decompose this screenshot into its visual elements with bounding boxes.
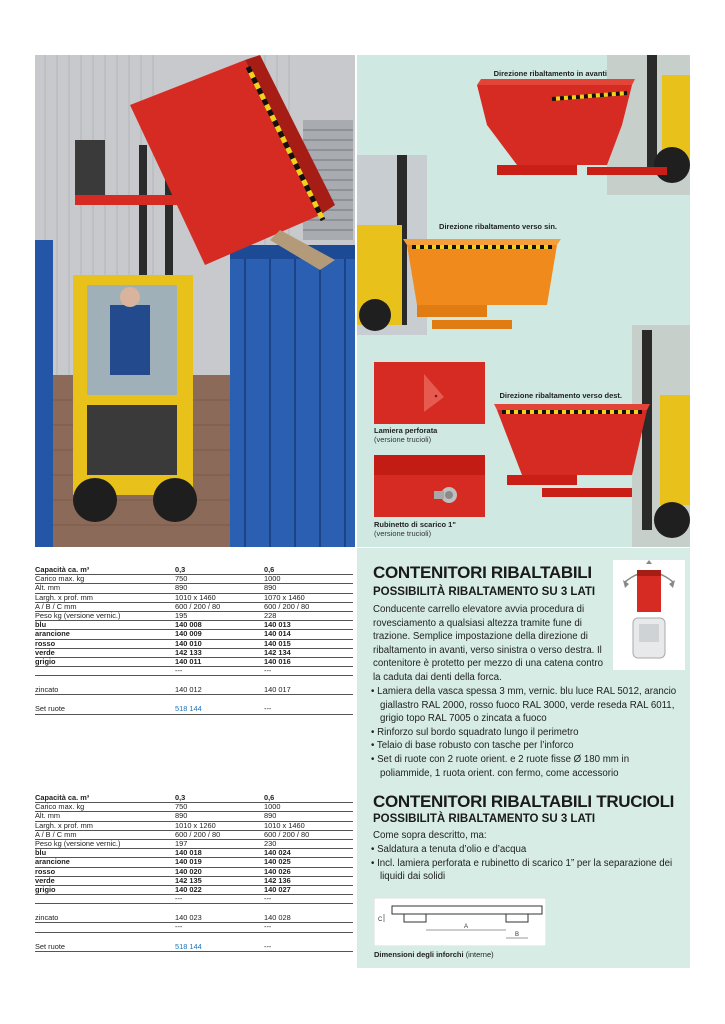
table-cell-value: --- <box>264 894 272 904</box>
caption-left: Direzione ribaltamento verso sin. <box>439 222 557 231</box>
table-cell-value: 890 <box>264 583 277 593</box>
table-cell-value: 140 023 <box>175 913 202 923</box>
table-cell-label <box>35 667 175 675</box>
caption-perforated-title: Lamiera perforata <box>374 426 438 435</box>
table-row <box>35 658 353 667</box>
table-cell-value: 140 025 <box>264 857 291 867</box>
table-cell-value: 197 <box>175 838 188 848</box>
section1-bullets <box>371 685 683 780</box>
dims-caption-title: Dimensioni degli inforchi <box>374 950 464 959</box>
table-cell-value: 1010 x 1460 <box>175 592 216 602</box>
table-cell-value: --- <box>264 941 272 951</box>
tipping-directions-diagram <box>613 560 685 670</box>
table-cell-label: Largh. x prof. mm <box>35 592 93 602</box>
table-cell-label: Largh. x prof. mm <box>35 820 93 830</box>
main-photo <box>35 55 355 547</box>
spec-table-1 <box>35 566 353 715</box>
spec-table-2 <box>35 794 353 952</box>
table-cell-label: A / B / C mm <box>35 829 77 839</box>
section1-paragraph: Conducente carrello elevatore avvia procedura di rovesciamento a qualsiasi altezza tramite fune di trazione. Semplice impostazione della direzione di ribaltamento in avanti, verso sinistra o verso destra. Il contenitore è protetto per mezzo di una catena contro la caduta dai denti della forca. <box>373 604 603 683</box>
table-cell-label: A / B / C mm <box>35 601 77 611</box>
section2-bullet: • Incl. lamiera perforata e rubinetto di scarico 1” per la separazione dei liquidi dai solidi <box>371 857 683 884</box>
table-cell-label: Peso kg (versione vernic.) <box>35 838 121 848</box>
table-cell-value: 142 134 <box>264 647 291 657</box>
table-cell-value: 0,6 <box>264 565 275 574</box>
table-row <box>35 895 353 904</box>
table-cell-value: 890 <box>175 811 188 821</box>
table-cell-label: verde <box>35 647 55 657</box>
table-cell-value: 140 015 <box>264 638 291 648</box>
table-cell-value: 140 012 <box>175 685 202 695</box>
table-cell-label: arancione <box>35 857 70 867</box>
table-row <box>35 943 353 952</box>
section1-bullet: • Lamiera della vasca spessa 3 mm, vernic. blu luce RAL 5012, arancio giallastro RAL 2000, rosso fuoco RAL 3000, verde reseda RAL 6011, grigio topo RAL 7005 o zincata a fuoco <box>371 685 683 726</box>
caption-tap-sub: (versione trucioli) <box>374 529 432 538</box>
table-row <box>35 803 353 812</box>
table-cell-value: 600 / 200 / 80 <box>264 601 310 611</box>
table-cell-label: grigio <box>35 656 56 666</box>
table-cell-label: zincato <box>35 913 59 923</box>
variants-panel <box>357 55 690 547</box>
table-cell-label: rosso <box>35 866 56 876</box>
table-cell-value: 1070 x 1460 <box>264 592 305 602</box>
table-cell-value: 142 133 <box>175 647 202 657</box>
table-cell-value: 890 <box>264 811 277 821</box>
table-cell-value: 140 026 <box>264 866 291 876</box>
table-cell-label: Carico max. kg <box>35 802 85 812</box>
table-cell-label <box>35 895 175 903</box>
table-row <box>35 686 353 695</box>
table-cell-value: --- <box>175 894 183 904</box>
table-cell-value: 142 136 <box>264 875 291 885</box>
dims-caption <box>374 950 494 959</box>
table-cell-value: 140 020 <box>175 866 202 876</box>
table-cell-value: 750 <box>175 802 188 812</box>
table-cell-label: rosso <box>35 638 56 648</box>
table-cell-value: 230 <box>264 838 277 848</box>
section1-bullet: • Set di ruote con 2 ruote orient. e 2 ruote fisse Ø 180 mm in poliammide, 1 ruota orient. con fermo, come accessorio <box>371 753 683 780</box>
table-cell-value: 140 022 <box>175 884 202 894</box>
table-cell-label: Set ruote <box>35 704 65 714</box>
table-cell-value: 600 / 200 / 80 <box>264 829 310 839</box>
table-cell-label: Alt. mm <box>35 811 61 821</box>
table-row <box>35 914 353 923</box>
table-cell-value: 140 018 <box>175 848 202 858</box>
table-cell-label: Peso kg (versione vernic.) <box>35 610 121 620</box>
section1-title: CONTENITORI RIBALTABILI <box>373 563 592 582</box>
perforated-plate-image <box>374 362 485 424</box>
table-cell-label <box>35 923 175 931</box>
table-cell-value: 1000 <box>264 802 281 812</box>
caption-tap-title: Rubinetto di scarico 1" <box>374 520 456 529</box>
table-cell-value: 140 013 <box>264 620 291 630</box>
table-cell-value: 1000 <box>264 574 281 584</box>
dims-caption-sub: (interne) <box>465 950 494 959</box>
caption-right: Direzione ribaltamento verso dest. <box>499 391 622 400</box>
table-cell-value: 140 028 <box>264 913 291 923</box>
container-right-image <box>482 325 690 547</box>
table-cell-value: --- <box>175 922 183 932</box>
table-cell-value: --- <box>264 704 272 714</box>
table-cell-value: 518 144 <box>175 704 202 714</box>
table-cell-value: 600 / 200 / 80 <box>175 829 221 839</box>
section2-title: CONTENITORI RIBALTABILI TRUCIOLI <box>373 792 675 811</box>
table-cell-value: 195 <box>175 610 188 620</box>
table-cell-value: 140 024 <box>264 848 291 858</box>
table-cell-value: 140 017 <box>264 685 291 695</box>
section2-intro: Come sopra descritto, ma: <box>373 830 487 841</box>
section1-bullet: • Telaio di base robusto con tasche per l’inforco <box>371 739 683 753</box>
table-cell-value: 518 144 <box>175 941 202 951</box>
table-cell-label: Capacità ca. m³ <box>35 793 90 802</box>
table-cell-label: grigio <box>35 884 56 894</box>
table-cell-value: 1010 x 1260 <box>175 820 216 830</box>
table-cell-value: 0,3 <box>175 793 186 802</box>
table-row <box>35 575 353 584</box>
table-row <box>35 667 353 676</box>
table-cell-value: 750 <box>175 574 188 584</box>
table-cell-value: 140 008 <box>175 620 202 630</box>
table-cell-value: 140 016 <box>264 656 291 666</box>
section1-subtitle: POSSIBILITÀ RIBALTAMENTO SU 3 LATI <box>373 586 596 598</box>
table-cell-label: verde <box>35 875 55 885</box>
table-cell-value: --- <box>264 922 272 932</box>
forklift-photo-illustration <box>35 55 355 547</box>
table-row <box>35 923 353 932</box>
table-cell-label: Set ruote <box>35 941 65 951</box>
table-row <box>35 705 353 714</box>
table-cell-value: 140 019 <box>175 857 202 867</box>
table-cell-value: --- <box>175 666 183 676</box>
caption-perforated-sub: (versione trucioli) <box>374 435 432 444</box>
table-cell-label: blu <box>35 848 47 858</box>
table-cell-label: blu <box>35 620 47 630</box>
table-cell-value: 228 <box>264 610 277 620</box>
table-cell-label: arancione <box>35 629 70 639</box>
dims-b-label: B <box>515 932 520 938</box>
table-cell-value: 1010 x 1460 <box>264 820 305 830</box>
table-cell-label: zincato <box>35 685 59 695</box>
table-cell-value: 140 011 <box>175 656 202 666</box>
table-cell-value: 0,3 <box>175 565 186 574</box>
table-cell-value: 600 / 200 / 80 <box>175 601 221 611</box>
section2-bullet: • Saldatura a tenuta d’olio e d’acqua <box>371 843 683 857</box>
drain-tap-image <box>374 455 485 517</box>
table-cell-value: --- <box>264 666 272 676</box>
table-cell-value: 0,6 <box>264 793 275 802</box>
caption-forward: Direzione ribaltamento in avanti <box>493 69 607 78</box>
table-cell-value: 140 009 <box>175 629 202 639</box>
table-cell-label: Alt. mm <box>35 583 61 593</box>
fork-pocket-dimensions-diagram <box>374 898 546 946</box>
section1-bullet: • Rinforzo sul bordo squadrato lungo il perimetro <box>371 726 683 740</box>
table-row <box>35 886 353 895</box>
dims-a-label: A <box>464 924 469 930</box>
table-cell-label: Carico max. kg <box>35 574 85 584</box>
table-cell-value: 890 <box>175 583 188 593</box>
table-cell-value: 140 014 <box>264 629 291 639</box>
table-cell-value: 140 010 <box>175 638 202 648</box>
dims-c-label: C <box>378 917 383 923</box>
table-cell-value: 140 027 <box>264 884 291 894</box>
section2-bullets <box>371 843 683 884</box>
table-cell-label: Capacità ca. m³ <box>35 565 90 574</box>
section2-subtitle: POSSIBILITÀ RIBALTAMENTO SU 3 LATI <box>373 813 596 825</box>
table-cell-value: 142 135 <box>175 875 202 885</box>
container-left-image <box>357 155 577 335</box>
